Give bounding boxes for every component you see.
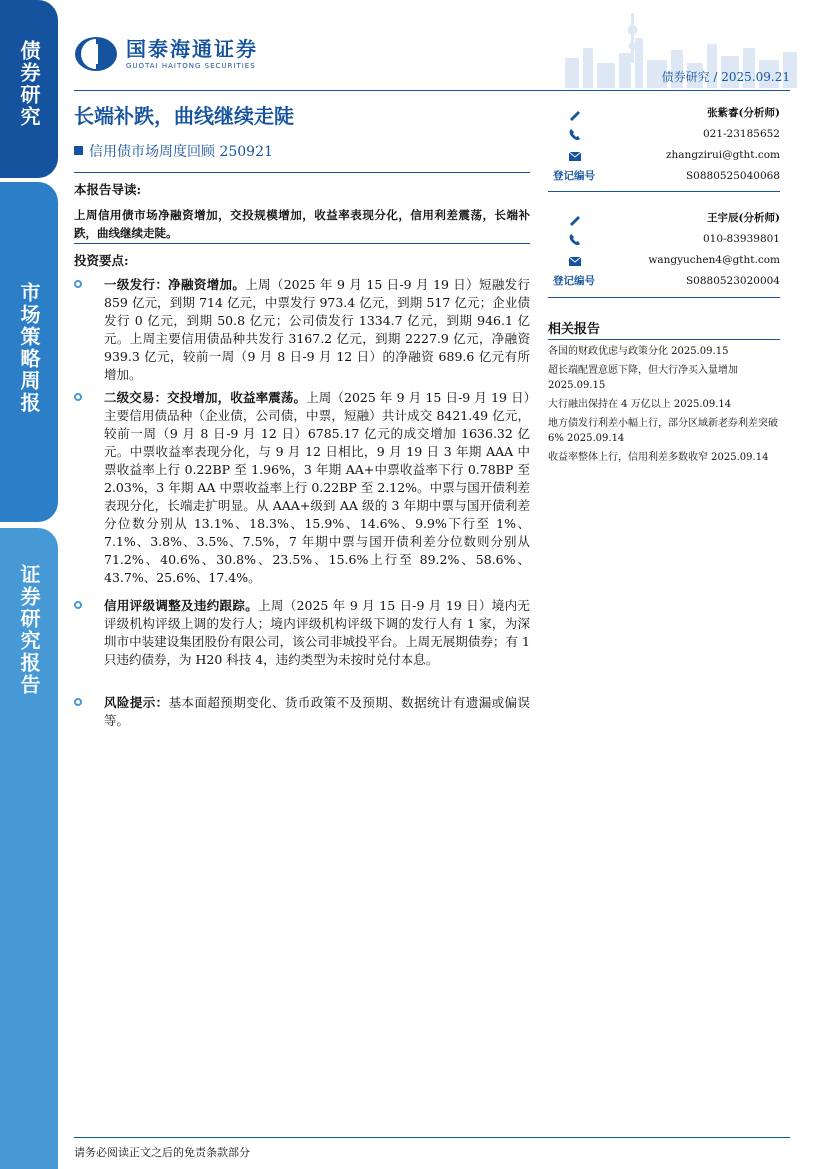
section-divider bbox=[74, 172, 530, 173]
report-category-date: 债券研究 / 2025.09.21 bbox=[661, 70, 790, 84]
related-report-link[interactable]: 收益率整体上行，信用利差多数收窄 2025.09.14 bbox=[548, 452, 769, 463]
analyst-divider bbox=[548, 297, 780, 298]
analyst-name: 张紫睿(分析师) bbox=[707, 107, 780, 119]
reg-label: 登记编号 bbox=[553, 275, 595, 287]
email-icon bbox=[568, 254, 582, 268]
bullet-icon bbox=[74, 698, 82, 706]
square-bullet-icon bbox=[74, 146, 83, 155]
section-divider bbox=[74, 243, 530, 244]
analyst-phone: 010-83939801 bbox=[702, 233, 780, 245]
reg-label: 登记编号 bbox=[553, 170, 595, 182]
disclaimer-footer: 请务必阅读正文之后的免责条款部分 bbox=[74, 1146, 250, 1159]
list-item: 风险提示：基本面超预期变化、货币政策不及预期、数据统计有遗漏或偏误等。 bbox=[74, 694, 530, 730]
analyst-reg-no: S0880525040068 bbox=[685, 170, 780, 182]
logo-text-cn: 国泰海通证券 bbox=[126, 37, 258, 61]
related-report-link[interactable]: 大行融出保持在 4 万亿以上 2025.09.14 bbox=[548, 399, 732, 410]
intro-heading: 本报告导读: bbox=[74, 182, 142, 197]
analyst-name: 王宇辰(分析师) bbox=[707, 212, 780, 224]
sidebar-tab-research-report: 证券研究报告 bbox=[0, 528, 58, 1169]
analyst-card bbox=[548, 103, 780, 187]
report-title: 长端补跌，曲线继续走陡 bbox=[74, 104, 294, 128]
header-divider bbox=[74, 90, 790, 91]
related-reports-heading: 相关报告 bbox=[548, 322, 601, 337]
bullet-icon bbox=[74, 280, 82, 288]
phone-icon bbox=[568, 233, 582, 247]
list-item: 一级发行：净融资增加。上周（2025 年 9 月 15 日-9 月 19 日）短融发行 859 亿元，到期 714 亿元，中票发行 973.4 亿元，到期 517 亿元；企业债发行 0 亿元，到期 50.8 亿元；公司债发行 1334.7 亿元，到期 946.1 亿元。上周主要信用债品种共发行 3167.2 亿元，到期 2227.9 亿元，净融资 939.3 亿元，较前一周（9 月 8 日-9 月 12 日）的净融资 689.6 亿元有所增加。 bbox=[74, 276, 530, 384]
report-subtitle: 信用债市场周度回顾 250921 bbox=[74, 141, 273, 161]
sidebar bbox=[0, 0, 58, 1169]
bullet-icon bbox=[74, 393, 82, 401]
analyst-email: zhangzirui@gtht.com bbox=[666, 149, 780, 161]
email-icon bbox=[568, 149, 582, 163]
footer-divider bbox=[74, 1137, 790, 1138]
bullet-icon bbox=[74, 601, 82, 609]
pen-icon bbox=[568, 212, 582, 226]
company-logo bbox=[74, 36, 258, 72]
logo-text-en: GUOTAI HAITONG SECURITIES bbox=[126, 62, 256, 70]
pen-icon bbox=[568, 107, 582, 121]
sidebar-tab-market-strategy: 市场策略周报 bbox=[0, 182, 58, 522]
related-report-link[interactable]: 各国的财政优虑与政策分化 2025.09.15 bbox=[548, 346, 729, 357]
intro-section bbox=[74, 180, 530, 242]
analyst-divider bbox=[548, 191, 780, 192]
sidebar-tab-bond-research: 债券研究 bbox=[0, 0, 58, 178]
related-report-link[interactable]: 超长端配置意愿下降，但大行净买入量增加 2025.09.15 bbox=[548, 365, 738, 391]
logo-mark-icon bbox=[74, 36, 118, 72]
analyst-reg-no: S0880523020004 bbox=[685, 275, 780, 287]
phone-icon bbox=[568, 128, 582, 142]
related-report-link[interactable]: 地方债发行利差小幅上行，部分区域新老券利差突破 6% 2025.09.14 bbox=[548, 418, 778, 444]
analyst-card bbox=[548, 208, 780, 292]
analyst-phone: 021-23185652 bbox=[702, 128, 780, 140]
list-item: 信用评级调整及违约跟踪。上周（2025 年 9 月 15 日-9 月 19 日）境内无评级机构评级上调的发行人；境内评级机构评级下调的发行人有 1 家，为深圳市中装建设集团股份有限公司，该公司非城投平台。上周无展期债券；有 1 只违约债券，为 H20 科技 4，违约类型为未按时兑付本息。 bbox=[74, 597, 530, 669]
points-heading: 投资要点: bbox=[74, 253, 129, 268]
related-divider bbox=[548, 339, 780, 340]
intro-text: 上周信用债市场净融资增加，交投规模增加，收益率表现分化，信用利差震荡，长端补跌，曲线继续走陡。 bbox=[74, 208, 530, 240]
analyst-email: wangyuchen4@gtht.com bbox=[648, 254, 780, 266]
list-item: 二级交易：交投增加，收益率震荡。上周（2025 年 9 月 15 日-9 月 19 日）主要信用债品种（企业债，公司债，中票，短融）共计成交 8421.49 亿元，较前一周（9 月 8 日-9 月 12 日）6785.17 亿元的成交增加 1636.32 亿元。中票收益率表现分化，与 9 月 12 日相比，9 月 19 日 3 年期 AAA 中票收益率上行 0.22BP 至 1.96%，3 年期 AA+中票收益率下行 0.78BP 至 2.03%，3 年期 AA 中票收益率上行 0.22BP 至 2.12%。中票与国开债利差表现分化，长端走扩明显。从 AAA+级到 AA 级的 3 年期中票与国开债利差分位数分别从 13.1%、18.3%、15.9%、14.6%、9.9%下行至 1%、7.1%、3.8%、3.5%、7.5%，7 年期中票与国开债利差分位数则分别从 71.2%、40.6%、30.8%、23.5%、15.6%上行至 89.2%、58.6%、43.7%、25.6%、17.4%。 bbox=[74, 389, 530, 587]
related-reports-list bbox=[548, 344, 784, 469]
